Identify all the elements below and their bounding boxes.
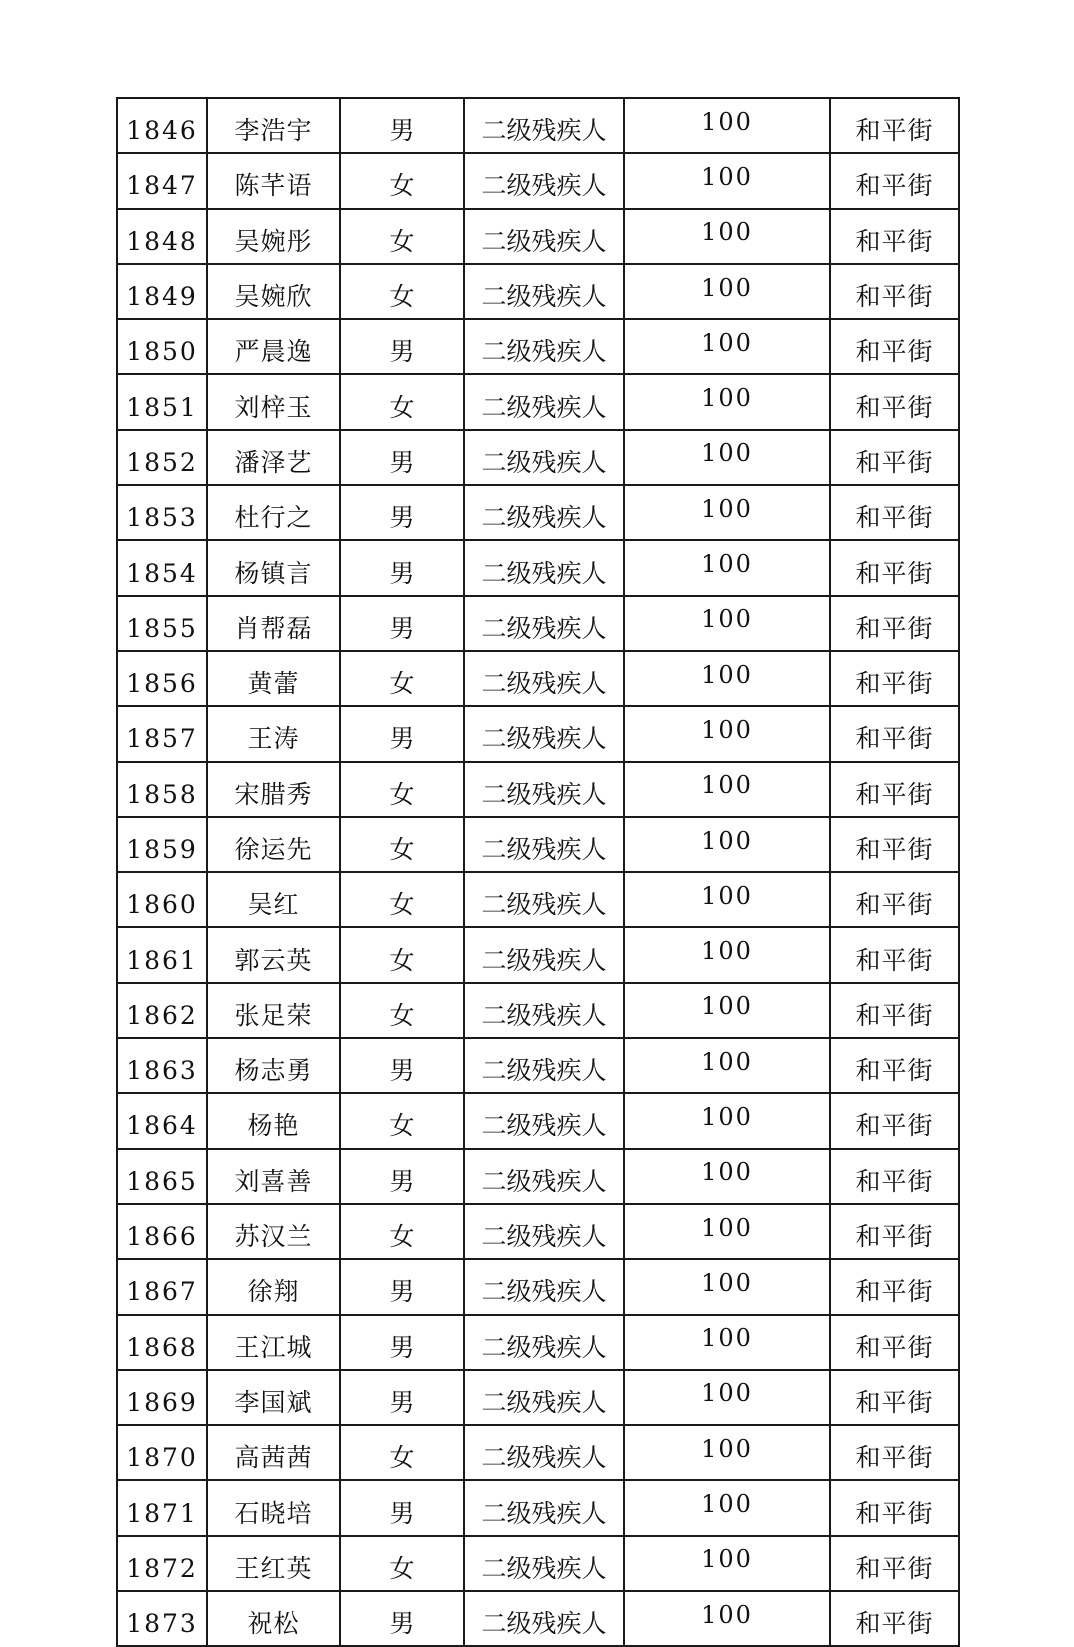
row-number-cell: 1847: [117, 153, 207, 208]
amount-cell: 100: [624, 1591, 830, 1646]
amount-cell: 100: [624, 1315, 830, 1370]
gender-cell: 女: [340, 983, 464, 1038]
gender-cell: 女: [340, 1093, 464, 1148]
name-cell: 王江城: [207, 1315, 340, 1370]
amount-cell: 100: [624, 596, 830, 651]
amount-cell: 100: [624, 540, 830, 595]
street-cell: 和平街: [830, 872, 959, 927]
disability-level-cell: 二级残疾人: [464, 1038, 624, 1093]
row-number-cell: 1855: [117, 596, 207, 651]
name-cell: 刘梓玉: [207, 374, 340, 429]
gender-cell: 男: [340, 596, 464, 651]
gender-cell: 男: [340, 430, 464, 485]
gender-cell: 女: [340, 762, 464, 817]
name-cell: 吴婉彤: [207, 209, 340, 264]
amount-cell: 100: [624, 485, 830, 540]
row-number-cell: 1854: [117, 540, 207, 595]
gender-cell: 女: [340, 927, 464, 982]
gender-cell: 女: [340, 374, 464, 429]
disability-level-cell: 二级残疾人: [464, 98, 624, 153]
gender-cell: 女: [340, 153, 464, 208]
row-number-cell: 1849: [117, 264, 207, 319]
gender-cell: 女: [340, 817, 464, 872]
name-cell: 肖帮磊: [207, 596, 340, 651]
row-number-cell: 1858: [117, 762, 207, 817]
row-number-cell: 1869: [117, 1370, 207, 1425]
table-row: [117, 1480, 959, 1535]
table-row: [117, 1370, 959, 1425]
street-cell: 和平街: [830, 1315, 959, 1370]
amount-cell: 100: [624, 872, 830, 927]
disability-level-cell: 二级残疾人: [464, 596, 624, 651]
disability-level-cell: 二级残疾人: [464, 1480, 624, 1535]
gender-cell: 男: [340, 1038, 464, 1093]
table-row: [117, 706, 959, 761]
street-cell: 和平街: [830, 706, 959, 761]
row-number-cell: 1863: [117, 1038, 207, 1093]
amount-cell: 100: [624, 1425, 830, 1480]
amount-cell: 100: [624, 1370, 830, 1425]
street-cell: 和平街: [830, 927, 959, 982]
amount-cell: 100: [624, 651, 830, 706]
amount-cell: 100: [624, 374, 830, 429]
street-cell: 和平街: [830, 983, 959, 1038]
street-cell: 和平街: [830, 319, 959, 374]
row-number-cell: 1859: [117, 817, 207, 872]
gender-cell: 男: [340, 1149, 464, 1204]
amount-cell: 100: [624, 927, 830, 982]
amount-cell: 100: [624, 762, 830, 817]
row-number-cell: 1868: [117, 1315, 207, 1370]
row-number-cell: 1853: [117, 485, 207, 540]
amount-cell: 100: [624, 817, 830, 872]
street-cell: 和平街: [830, 1204, 959, 1259]
gender-cell: 男: [340, 319, 464, 374]
table-row: [117, 209, 959, 264]
street-cell: 和平街: [830, 98, 959, 153]
name-cell: 宋腊秀: [207, 762, 340, 817]
table-row: [117, 1315, 959, 1370]
disability-level-cell: 二级残疾人: [464, 374, 624, 429]
name-cell: 黄蕾: [207, 651, 340, 706]
row-number-cell: 1857: [117, 706, 207, 761]
table-row: [117, 485, 959, 540]
gender-cell: 女: [340, 651, 464, 706]
amount-cell: 100: [624, 1204, 830, 1259]
row-number-cell: 1846: [117, 98, 207, 153]
name-cell: 刘喜善: [207, 1149, 340, 1204]
row-number-cell: 1851: [117, 374, 207, 429]
disability-level-cell: 二级残疾人: [464, 1370, 624, 1425]
disability-level-cell: 二级残疾人: [464, 1149, 624, 1204]
table-row: [117, 817, 959, 872]
name-cell: 祝松: [207, 1591, 340, 1646]
name-cell: 张足荣: [207, 983, 340, 1038]
table-row: [117, 927, 959, 982]
disability-level-cell: 二级残疾人: [464, 651, 624, 706]
disability-level-cell: 二级残疾人: [464, 817, 624, 872]
amount-cell: 100: [624, 153, 830, 208]
name-cell: 王涛: [207, 706, 340, 761]
name-cell: 李浩宇: [207, 98, 340, 153]
street-cell: 和平街: [830, 209, 959, 264]
gender-cell: 男: [340, 1480, 464, 1535]
name-cell: 苏汉兰: [207, 1204, 340, 1259]
recipient-table: [116, 97, 960, 1647]
table-row: [117, 651, 959, 706]
street-cell: 和平街: [830, 485, 959, 540]
amount-cell: 100: [624, 1259, 830, 1314]
row-number-cell: 1865: [117, 1149, 207, 1204]
street-cell: 和平街: [830, 596, 959, 651]
name-cell: 郭云英: [207, 927, 340, 982]
gender-cell: 男: [340, 706, 464, 761]
row-number-cell: 1866: [117, 1204, 207, 1259]
amount-cell: 100: [624, 706, 830, 761]
row-number-cell: 1867: [117, 1259, 207, 1314]
disability-level-cell: 二级残疾人: [464, 540, 624, 595]
gender-cell: 男: [340, 485, 464, 540]
street-cell: 和平街: [830, 374, 959, 429]
disability-level-cell: 二级残疾人: [464, 762, 624, 817]
table-body: [117, 98, 959, 1646]
gender-cell: 女: [340, 264, 464, 319]
name-cell: 吴红: [207, 872, 340, 927]
amount-cell: 100: [624, 319, 830, 374]
name-cell: 陈芊语: [207, 153, 340, 208]
table-row: [117, 762, 959, 817]
table-row: [117, 1259, 959, 1314]
row-number-cell: 1871: [117, 1480, 207, 1535]
table-row: [117, 1204, 959, 1259]
table-row: [117, 374, 959, 429]
table-row: [117, 1093, 959, 1148]
disability-level-cell: 二级残疾人: [464, 1204, 624, 1259]
disability-level-cell: 二级残疾人: [464, 485, 624, 540]
name-cell: 杨志勇: [207, 1038, 340, 1093]
disability-level-cell: 二级残疾人: [464, 1093, 624, 1148]
street-cell: 和平街: [830, 762, 959, 817]
disability-level-cell: 二级残疾人: [464, 319, 624, 374]
name-cell: 严晨逸: [207, 319, 340, 374]
amount-cell: 100: [624, 1038, 830, 1093]
table-row: [117, 983, 959, 1038]
gender-cell: 男: [340, 540, 464, 595]
gender-cell: 女: [340, 872, 464, 927]
name-cell: 李国斌: [207, 1370, 340, 1425]
row-number-cell: 1870: [117, 1425, 207, 1480]
row-number-cell: 1872: [117, 1536, 207, 1591]
name-cell: 杜行之: [207, 485, 340, 540]
street-cell: 和平街: [830, 1149, 959, 1204]
amount-cell: 100: [624, 983, 830, 1038]
name-cell: 潘泽艺: [207, 430, 340, 485]
amount-cell: 100: [624, 430, 830, 485]
gender-cell: 女: [340, 1204, 464, 1259]
disability-level-cell: 二级残疾人: [464, 1315, 624, 1370]
amount-cell: 100: [624, 1536, 830, 1591]
name-cell: 徐翔: [207, 1259, 340, 1314]
gender-cell: 女: [340, 1425, 464, 1480]
table-row: [117, 1149, 959, 1204]
amount-cell: 100: [624, 1093, 830, 1148]
table-row: [117, 596, 959, 651]
street-cell: 和平街: [830, 1480, 959, 1535]
row-number-cell: 1873: [117, 1591, 207, 1646]
table-row: [117, 1591, 959, 1646]
street-cell: 和平街: [830, 430, 959, 485]
row-number-cell: 1856: [117, 651, 207, 706]
disability-level-cell: 二级残疾人: [464, 872, 624, 927]
table-row: [117, 540, 959, 595]
disability-level-cell: 二级残疾人: [464, 1536, 624, 1591]
gender-cell: 男: [340, 1315, 464, 1370]
street-cell: 和平街: [830, 1536, 959, 1591]
name-cell: 徐运先: [207, 817, 340, 872]
disability-level-cell: 二级残疾人: [464, 1425, 624, 1480]
disability-level-cell: 二级残疾人: [464, 1259, 624, 1314]
gender-cell: 女: [340, 1536, 464, 1591]
disability-level-cell: 二级残疾人: [464, 927, 624, 982]
table-row: [117, 153, 959, 208]
disability-level-cell: 二级残疾人: [464, 983, 624, 1038]
gender-cell: 男: [340, 1259, 464, 1314]
street-cell: 和平街: [830, 1591, 959, 1646]
street-cell: 和平街: [830, 1259, 959, 1314]
amount-cell: 100: [624, 209, 830, 264]
amount-cell: 100: [624, 264, 830, 319]
street-cell: 和平街: [830, 1093, 959, 1148]
gender-cell: 男: [340, 98, 464, 153]
table-row: [117, 1536, 959, 1591]
street-cell: 和平街: [830, 817, 959, 872]
name-cell: 杨艳: [207, 1093, 340, 1148]
row-number-cell: 1862: [117, 983, 207, 1038]
row-number-cell: 1861: [117, 927, 207, 982]
amount-cell: 100: [624, 1149, 830, 1204]
amount-cell: 100: [624, 98, 830, 153]
table-row: [117, 872, 959, 927]
disability-level-cell: 二级残疾人: [464, 264, 624, 319]
table-row: [117, 98, 959, 153]
street-cell: 和平街: [830, 264, 959, 319]
street-cell: 和平街: [830, 153, 959, 208]
row-number-cell: 1864: [117, 1093, 207, 1148]
street-cell: 和平街: [830, 540, 959, 595]
name-cell: 吴婉欣: [207, 264, 340, 319]
table-row: [117, 264, 959, 319]
disability-level-cell: 二级残疾人: [464, 430, 624, 485]
row-number-cell: 1860: [117, 872, 207, 927]
gender-cell: 男: [340, 1591, 464, 1646]
disability-level-cell: 二级残疾人: [464, 1591, 624, 1646]
street-cell: 和平街: [830, 1425, 959, 1480]
table-row: [117, 1038, 959, 1093]
amount-cell: 100: [624, 1480, 830, 1535]
name-cell: 石晓培: [207, 1480, 340, 1535]
street-cell: 和平街: [830, 651, 959, 706]
name-cell: 杨镇言: [207, 540, 340, 595]
table-row: [117, 1425, 959, 1480]
name-cell: 高茜茜: [207, 1425, 340, 1480]
disability-level-cell: 二级残疾人: [464, 706, 624, 761]
row-number-cell: 1852: [117, 430, 207, 485]
gender-cell: 男: [340, 1370, 464, 1425]
row-number-cell: 1848: [117, 209, 207, 264]
disability-level-cell: 二级残疾人: [464, 209, 624, 264]
table-row: [117, 319, 959, 374]
gender-cell: 女: [340, 209, 464, 264]
disability-level-cell: 二级残疾人: [464, 153, 624, 208]
table-row: [117, 430, 959, 485]
name-cell: 王红英: [207, 1536, 340, 1591]
street-cell: 和平街: [830, 1370, 959, 1425]
row-number-cell: 1850: [117, 319, 207, 374]
street-cell: 和平街: [830, 1038, 959, 1093]
